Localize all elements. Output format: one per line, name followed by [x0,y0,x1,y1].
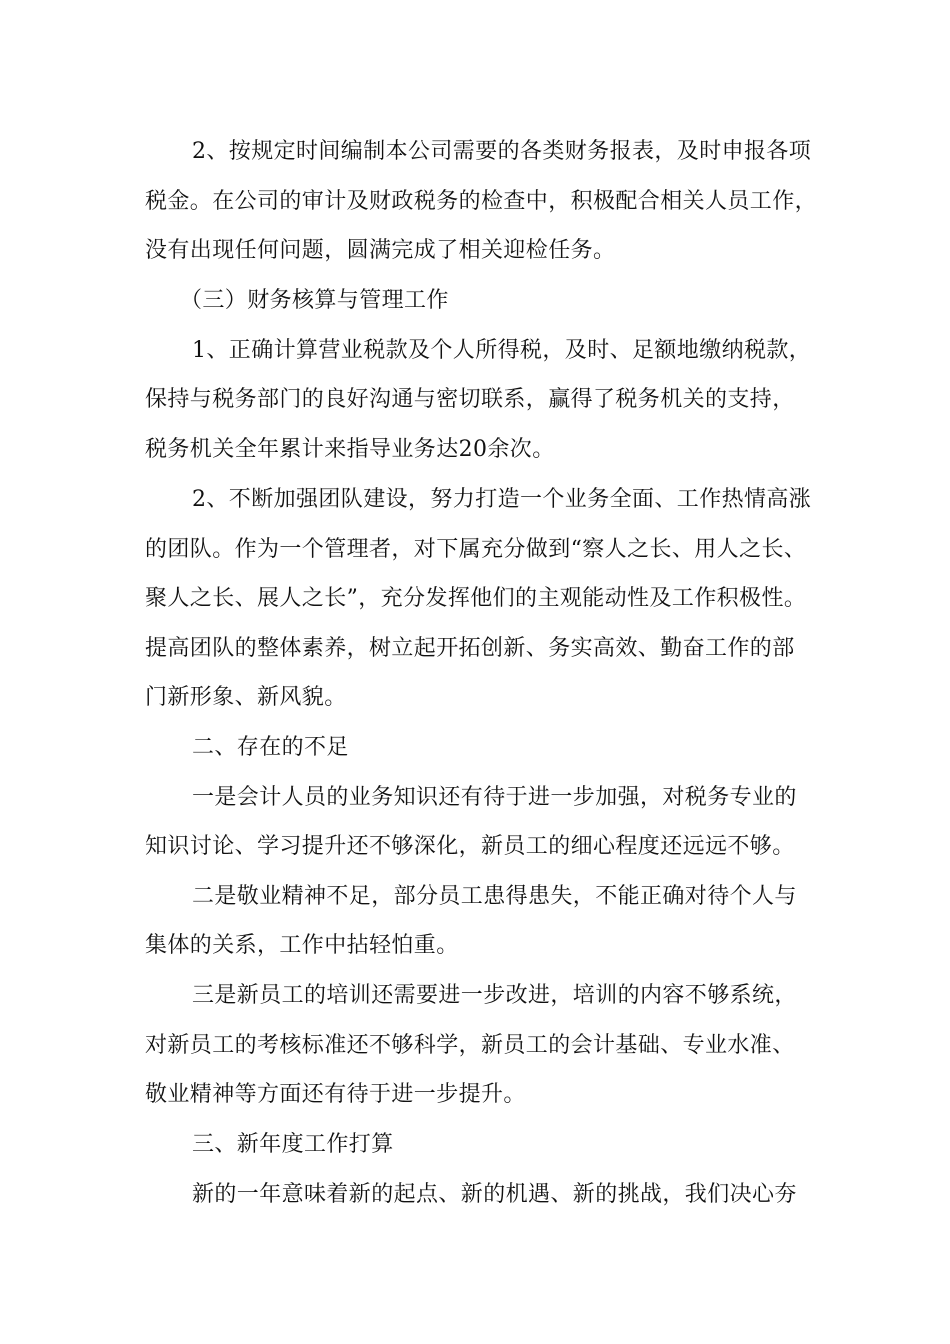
text-line: 一是会计人员的业务知识还有待于进一步加强，对税务专业的 [192,785,797,810]
text-line: 三是新员工的培训还需要进一步改进，培训的内容不够系统， [192,983,797,1008]
section-heading: 二、存在的不足 [192,735,349,760]
text-line: 2、按规定时间编制本公司需要的各类财务报表，及时申报各项 [192,139,812,164]
text-line: 的团队。作为一个管理者，对下属充分做到“察人之长、用人之长、 [145,537,807,562]
text-line: 集体的关系，工作中拈轻怕重。 [145,933,459,958]
text-line: 敬业精神等方面还有待于进一步提升。 [145,1082,526,1107]
text-line: 1、正确计算营业税款及个人所得税，及时、足额地缴纳税款， [192,338,812,363]
section-heading: （三）财务核算与管理工作 [180,288,449,313]
text-line: 新的一年意味着新的起点、新的机遇、新的挑战，我们决心夯 [192,1182,797,1207]
text-line: 对新员工的考核标准还不够科学，新员工的会计基础、专业水准、 [145,1033,795,1058]
text-line: 提高团队的整体素养，树立起开拓创新、务实高效、勤奋工作的部 [145,636,795,661]
text-line: 没有出现任何问题，圆满完成了相关迎检任务。 [145,238,616,263]
text-line: 门新形象、新风貌。 [145,685,347,710]
text-line: 聚人之长、展人之长”，充分发挥他们的主观能动性及工作积极性。 [145,586,807,611]
section-heading: 三、新年度工作打算 [192,1132,394,1157]
text-line: 税金。在公司的审计及财政税务的检查中，积极配合相关人员工作， [145,189,818,214]
text-line: 知识讨论、学习提升还不够深化，新员工的细心程度还远远不够。 [145,834,795,859]
text-line: 保持与税务部门的良好沟通与密切联系，赢得了税务机关的支持， [145,387,795,412]
text-line: 税务机关全年累计来指导业务达20余次。 [145,437,555,462]
text-line: 2、不断加强团队建设，努力打造一个业务全面、工作热情高涨 [192,487,812,512]
text-line: 二是敬业精神不足，部分员工患得患失，不能正确对待个人与 [192,884,797,909]
